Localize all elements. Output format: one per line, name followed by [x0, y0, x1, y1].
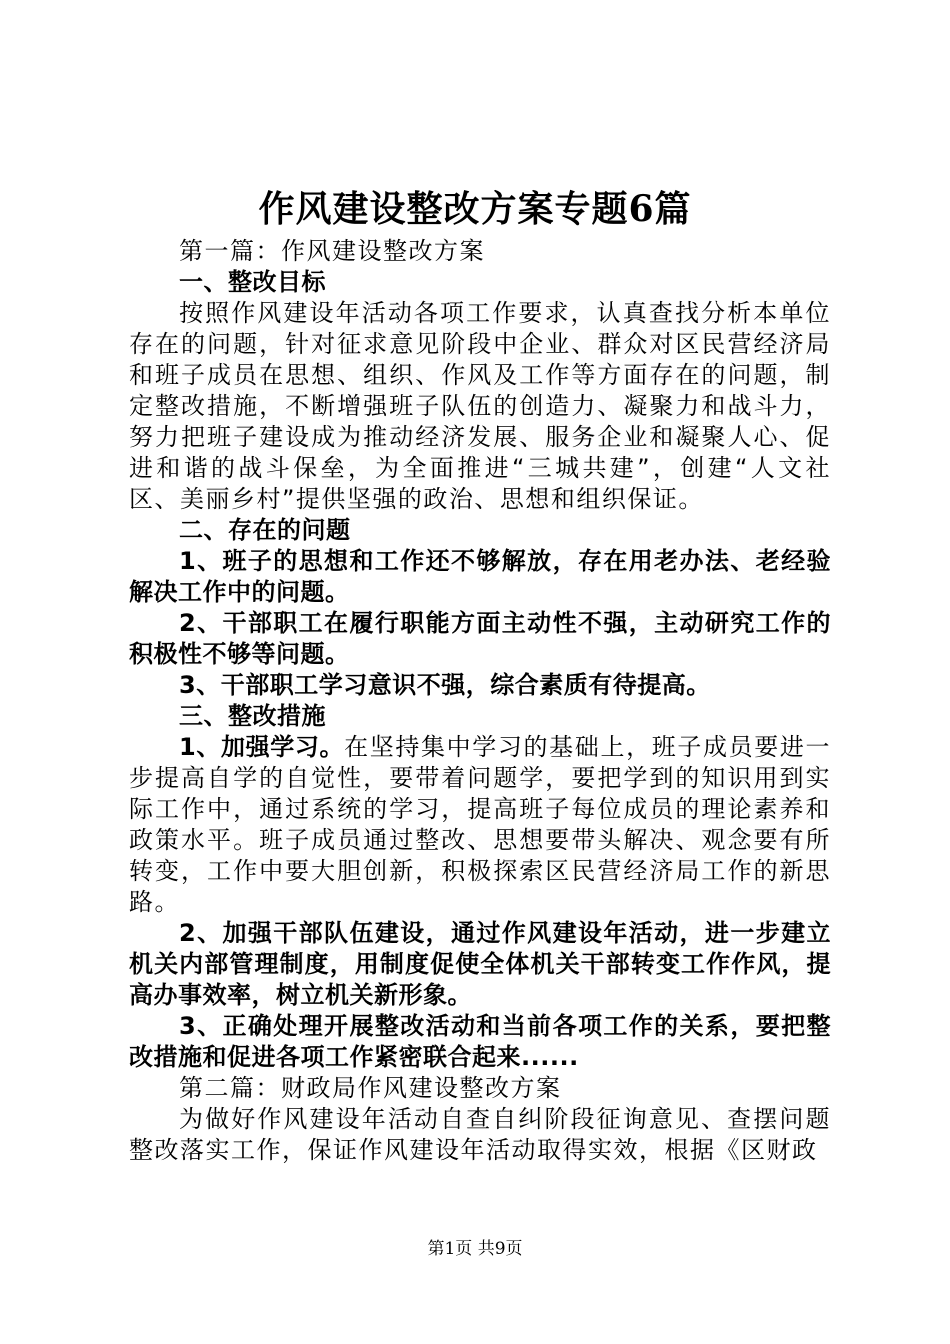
measure-item-2: 2、加强干部队伍建设，通过作风建设年活动，进一步建立机关内部管理制度，用制度促使全体机关干部转变工作作风，提高办事效率，树立机关新形象。: [129, 919, 831, 1009]
page-number-footer: 第1页 共9页: [427, 1239, 523, 1259]
measure-item-1-text: 在坚持集中学习的基础上，班子成员要进一步提高自学的自觉性，要带着问题学，要把学到的知识用到实际工作中，通过系统的学习，提高班子每位成员的理论素养和政策水平。班子成员通过整改、思想要带头解决、观念要有所转变，工作中要大胆创新，积极探索区民营经济局工作的新思路。: [129, 733, 831, 916]
document-body: [129, 236, 831, 1166]
measure-item-1: [129, 732, 831, 918]
section-heading-part-2: 第二篇：财政局作风建设整改方案: [179, 1074, 562, 1102]
heading-rectification-goal: 一、整改目标: [179, 268, 326, 296]
section-heading-part-1: 第一篇：作风建设整改方案: [179, 237, 485, 265]
problem-item-2: 2、干部职工在履行职能方面主动性不强，主动研究工作的积极性不够等问题。: [129, 609, 831, 668]
heading-measures: 三、整改措施: [179, 702, 326, 730]
heading-existing-problems: 二、存在的问题: [179, 516, 351, 544]
problem-item-3: 3、干部职工学习意识不强，综合素质有待提高。: [179, 671, 711, 699]
paragraph-part-2-intro: 为做好作风建设年活动自查自纠阶段征询意见、查摆问题整改落实工作，保证作风建设年活动取得实效，根据《区财政: [129, 1105, 831, 1164]
measure-item-3: 3、正确处理开展整改活动和当前各项工作的关系，要把整改措施和促进各项工作紧密联合起来......: [129, 1012, 831, 1071]
measure-item-1-lead: 1、加强学习。: [179, 733, 345, 761]
document-title: 作风建设整改方案专题6篇: [258, 188, 692, 230]
paragraph-goal: 按照作风建设年活动各项工作要求，认真查找分析本单位存在的问题，针对征求意见阶段中企业、群众对区民营经济局和班子成员在思想、组织、作风及工作等方面存在的问题，制定整改措施，不断增强班子队伍的创造力、凝聚力和战斗力，努力把班子建设成为推动经济发展、服务企业和凝聚人心、促进和谐的战斗保垒，为全面推进“三城共建”，创建“人文社区、美丽乡村”提供坚强的政治、思想和组织保证。: [129, 299, 831, 513]
problem-item-1: 1、班子的思想和工作还不够解放，存在用老办法、老经验解决工作中的问题。: [129, 547, 831, 606]
